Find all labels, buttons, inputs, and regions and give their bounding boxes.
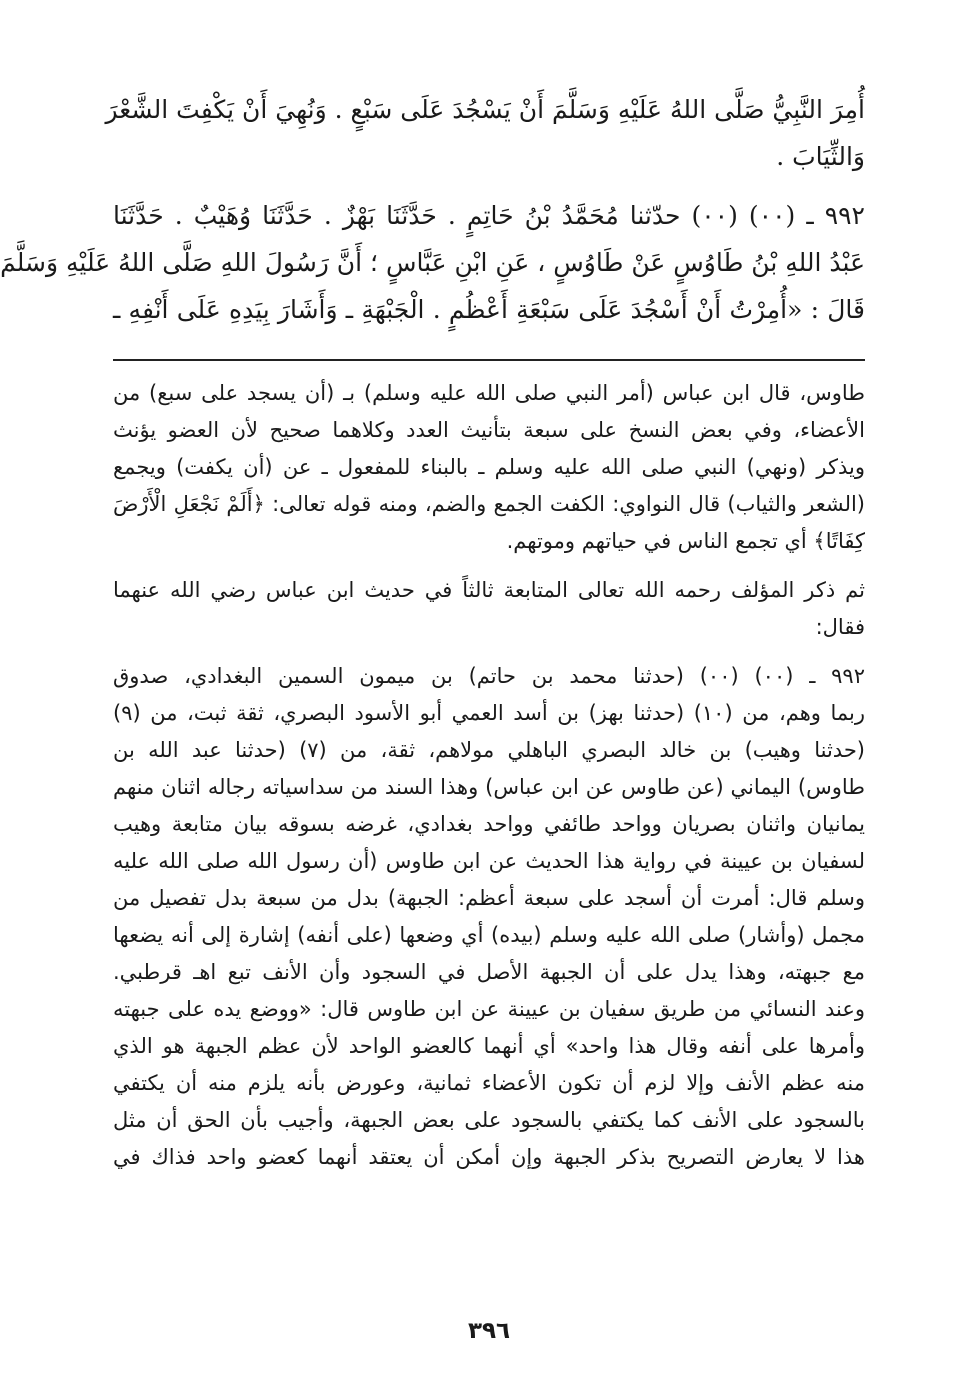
book-page [0,86,865,1377]
text-line: فقال: [815,615,865,639]
text-line: بالسجود على الأنف كما يكتفي بالسجود على بعض الجبهة، وأجيب بأن الحق أن مثل [113,1108,865,1132]
hadith-paragraph-1 [105,86,865,180]
text-line: أُمِرَ النَّبِيُّ صَلَّى اللهُ عَلَيْهِ وَسَلَّمَ أَنْ يَسْجُدَ عَلَى سَبْعٍ . وَنُهِيَ أَنْ يَكْفِتَ الشَّعْرَ [105,95,865,124]
text-line: ويذكر (ونهي) النبي صلى الله عليه وسلم ـ بالبناء للمفعول ـ عن (أن يكفت) ويجمع [113,455,865,479]
text-line: لسفيان بن عيينة في رواية هذا الحديث عن ابن طاوس (أن رسول الله صلى الله عليه [113,849,865,873]
hadith-text [0,86,865,333]
text-line: عَبْدُ اللهِ بْنُ طَاوُسٍ عَنْ طَاوُسٍ ، عَنِ ابْنِ عَبَّاسٍ ؛ أَنَّ رَسُولَ اللهِ صَلَّى اللهُ عَلَيْهِ وَسَلَّمَ [0,248,865,277]
text-line: مجمل (وأشار) صلى الله عليه وسلم (بيده) أي وضعها (على أنفه) إشارة إلى أنه يضعها [113,923,865,947]
text-line: وعند النسائي من طريق سفيان بن عيينة عن ابن طاوس قال: «ووضع يده على جبهته [113,997,865,1021]
text-line: وسلم قال: أمرت أن أسجد على سبعة أعظم: الجبهة) بدل من سبعة بدل تفصيل من [113,886,865,910]
text-line: الأعضاء، وفي بعض النسخ على سبعة بتأنيث العدد وكلاهما صحيح لأن العضو يؤنث [113,418,865,442]
text-line: (حدثنا وهيب) بن خالد البصري الباهلي مولاهم، ثقة، من (٧) (حدثنا عبد الله بن [113,738,865,762]
commentary-text [113,375,865,1176]
text-line: قَالَ : «أُمِرْتُ أَنْ أَسْجُدَ عَلَى سَبْعَةِ أَعْظُمٍ . الْجَبْهَةِ ـ وَأَشَارَ بِيَدِهِ عَلَى أَنْفِهِ ـ [113,295,865,324]
text-line: منه عظم الأنف وإلا لزم أن تكون الأعضاء ثمانية، وعورض بأنه يلزم منه أن يكتفي [113,1071,865,1095]
text-line: ثم ذكر المؤلف رحمه الله تعالى المتابعة ثالثاً في حديث ابن عباس رضي الله عنهما [113,578,865,602]
text-line: طاوس، قال ابن عباس (أمر النبي صلى الله عليه وسلم) بـ (أن يسجد على سبع) من [113,381,865,405]
page-number: ٣٩٦ [467,1318,511,1344]
text-line: يمانيان واثنان بصريان وواحد طائفي وواحد بغدادي، غرضه بسوقه بيان متابعة وهيب [113,812,865,836]
text-line: ٩٩٢ ـ (٠٠) (٠٠) حدّثنا مُحَمَّدُ بْنُ حَاتِمٍ . حَدَّثَنَا بَهْزٌ . حَدَّثَنَا وُهَيْبٌ . حَدَّثَنَا [113,201,865,230]
commentary-paragraph-2 [113,572,865,646]
section-divider [113,359,865,361]
text-line: هذا لا يعارض التصريح بذكر الجبهة وإن أمكن أن يعتقد أنهما كعضو واحد فذاك في [113,1145,865,1169]
text-line: طاوس) اليماني (عن طاوس عن ابن عباس) وهذا السند من سداسياته رجاله اثنان منهم [113,775,865,799]
text-line: كِفَاتًا﴾ أي تجمع الناس في حياتهم وموتهم. [506,529,865,553]
text-line: وَالثِّيَابَ . [776,142,865,171]
text-line: ربما وهم، من (١٠) (حدثنا بهز) بن أسد العمي أبو الأسود البصري، ثقة ثبت، من (٩) [113,701,865,725]
text-line: (الشعر والثياب) قال النواوي: الكفت الجمع والضم، ومنه قوله تعالى: ﴿أَلَمْ نَجْعَلِ الْأَرْضَ [113,492,865,516]
commentary-paragraph-1 [113,375,865,560]
hadith-paragraph-2 [0,192,865,333]
text-line: مع جبهته، وهذا يدل على أن الجبهة الأصل في السجود وأن الأنف تبع اهـ قرطبي. [113,960,865,984]
text-line: ٩٩٢ ـ (٠٠) (٠٠) (حدثنا محمد بن حاتم) بن ميمون السمين البغدادي، صدوق [113,664,865,688]
text-line: وأمرها على أنفه وقال هذا واحد» أي أنهما كالعضو الواحد لأن عظم الجبهة هو الذي [113,1034,865,1058]
commentary-paragraph-3 [113,658,865,1176]
